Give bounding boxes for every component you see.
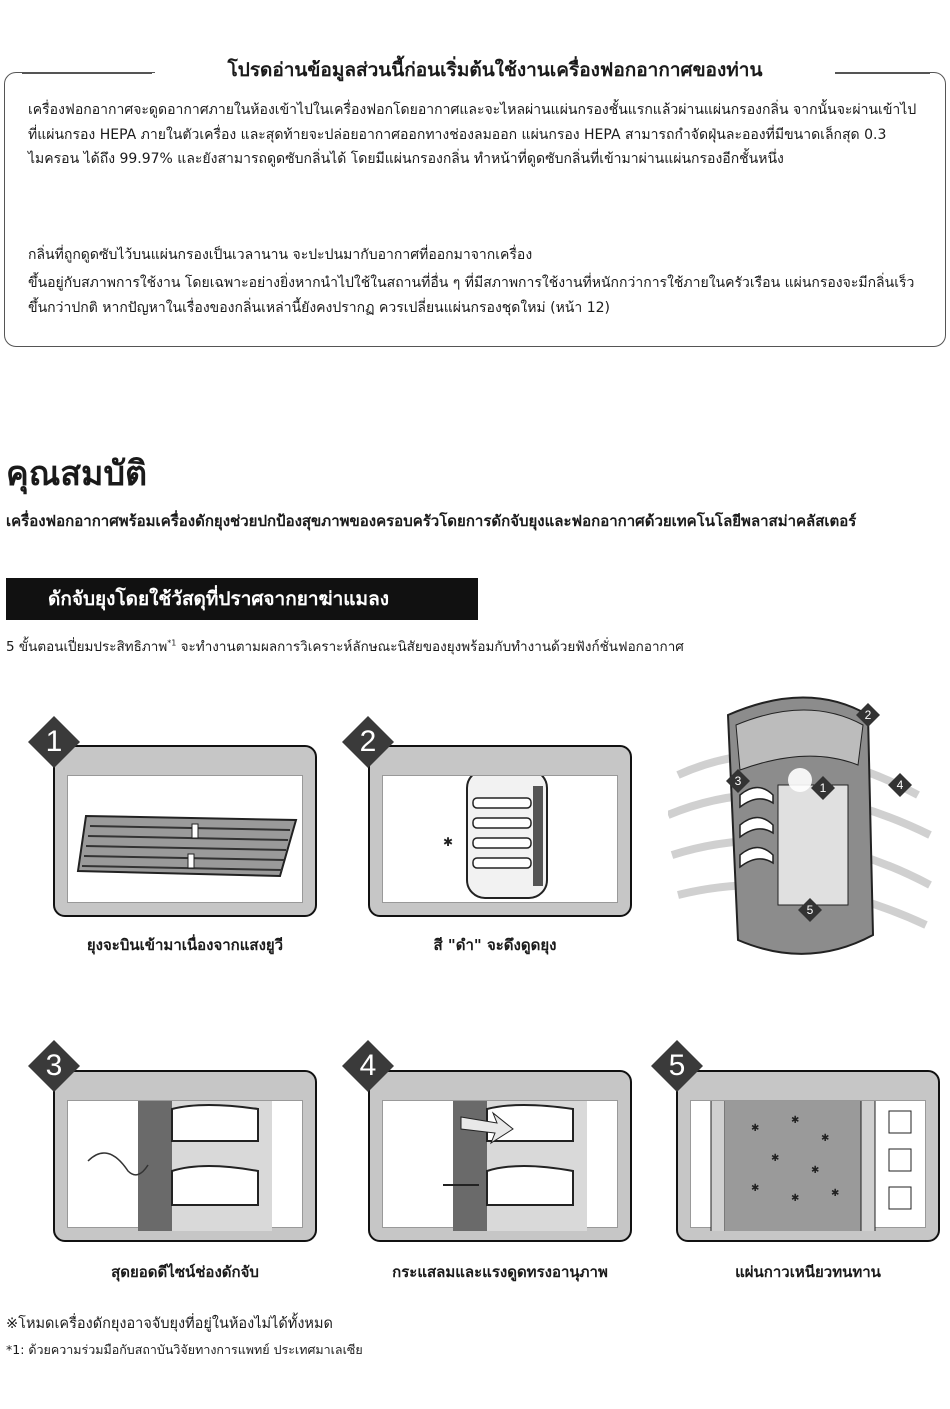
step-illustration-1 bbox=[67, 775, 303, 903]
step-number-5: 5 bbox=[668, 1049, 686, 1082]
intro-text: 5 ขั้นตอนเปี่ยมประสิทธิภาพ bbox=[6, 639, 168, 655]
intro-text-rest: จะทำงานตามผลการวิเคราะห์ลักษณะนิสัยของยุงพร้อมกับทำงานด้วยฟังก์ชั่นฟอกอากาศ bbox=[176, 639, 684, 655]
diagram-label-5: 5 bbox=[806, 903, 814, 917]
notice-paragraph-2: กลิ่นที่ถูกดูดซับไว้บนแผ่นกรองเป็นเวลานาน จะปะปนมากับอากาศที่ออกมาจากเครื่อง bbox=[28, 247, 533, 263]
step-caption-5: แผ่นกาวเหนียวทนทาน bbox=[735, 1263, 881, 1281]
uv-light-panel-illustration bbox=[68, 776, 306, 906]
svg-text:✱: ✱ bbox=[821, 1133, 830, 1144]
features-banner: ดักจับยุงโดยใช้วัสดุที่ปราศจากยาฆ่าแมลง bbox=[6, 578, 478, 620]
diagram-label-4: 4 bbox=[896, 778, 904, 792]
svg-text:✱: ✱ bbox=[791, 1193, 800, 1204]
step-number-2: 2 bbox=[359, 725, 377, 758]
step-card-3 bbox=[53, 1070, 317, 1242]
features-intro bbox=[6, 635, 684, 657]
diagram-label-1: 1 bbox=[819, 781, 827, 795]
sticky-sheet-illustration bbox=[691, 1101, 929, 1231]
svg-text:✱: ✱ bbox=[771, 1153, 780, 1164]
step-caption-2: สี "ดำ" จะดึงดูดยุง bbox=[433, 936, 557, 954]
notice-title: โปรดอ่านข้อมูลส่วนนี้ก่อนเริ่มต้นใช้งานเครื่องฟอกอากาศของท่าน bbox=[155, 55, 835, 85]
svg-text:✱: ✱ bbox=[443, 835, 454, 849]
step-illustration-3 bbox=[67, 1100, 303, 1228]
step-card-2 bbox=[368, 745, 632, 917]
step-number-3: 3 bbox=[45, 1049, 63, 1082]
purifier-front-illustration bbox=[383, 776, 621, 906]
step-card-5 bbox=[676, 1070, 940, 1242]
svg-text:✱: ✱ bbox=[831, 1188, 840, 1199]
purifier-diagram bbox=[668, 685, 938, 985]
features-description: เครื่องฟอกอากาศพร้อมเครื่องดักยุงช่วยปกป้องสุขภาพของครอบครัวโดยการดักจับยุงและฟอกอากาศด้วยเทคโนโลยีพลาสม่าคลัสเตอร์ bbox=[6, 512, 857, 530]
notice-paragraph-3: ขึ้นอยู่กับสภาพการใช้งาน โดยเฉพาะอย่างยิ่งหากนำไปใช้ในสถานที่อื่น ๆ ที่มีสภาพการใช้งานที่หนักกว่าการใช้ภายในครัวเรือน แผ่นกรองจะมีกลิ่นเร็วขึ้นกว่าปกติ หากปัญหาในเรื่องของกลิ่นเหล่านี้ยังคงปรากฏ ควรเปลี่ยนแผ่นกรองชุดใหม่ (หน้า 12) bbox=[28, 275, 915, 316]
notice-line-right bbox=[832, 72, 930, 74]
svg-text:✱: ✱ bbox=[751, 1123, 760, 1134]
step-illustration-5 bbox=[690, 1100, 926, 1228]
notice-paragraph-1: เครื่องฟอกอากาศจะดูดอากาศภายในห้องเข้าไปในเครื่องฟอกโดยอากาศและจะไหลผ่านแผ่นกรองชั้นแรกแล้วผ่านแผ่นกรองกลิ่น จากนั้นจะผ่านเข้าไปที่แผ่นกรอง HEPA ภายในตัวเครื่อง และสุดท้ายจะปล่อยอากาศออกทางช่องลมออก แผ่นกรอง HEPA สามารถกำจัดฝุ่นละอองที่มีขนาดเล็กสุด 0.3 ไมครอน ได้ถึง 99.97% และยังสามารถดูดซับกลิ่นได้ โดยมีแผ่นกรองกลิ่น ทำหน้าที่ดูดซับกลิ่นที่เข้ามาผ่านแผ่นกรองอีกชั้นหนึ่ง bbox=[28, 102, 917, 167]
svg-text:✱: ✱ bbox=[791, 1115, 800, 1126]
intro-footnote-mark: *1 bbox=[167, 638, 177, 648]
diagram-label-3: 3 bbox=[734, 774, 742, 788]
footnote-note-2: *1: ด้วยความร่วมมือกับสถาบันวิจัยทางการแพทย์ ประเทศมาเลเซีย bbox=[6, 1342, 363, 1357]
step-number-4: 4 bbox=[359, 1049, 377, 1082]
trap-slot-illustration bbox=[68, 1101, 306, 1231]
step-card-4 bbox=[368, 1070, 632, 1242]
diagram-label-2: 2 bbox=[864, 708, 872, 722]
step-illustration-4 bbox=[382, 1100, 618, 1228]
step-illustration-2 bbox=[382, 775, 618, 903]
step-caption-3: สุดยอดดีไซน์ช่องดักจับ bbox=[111, 1263, 259, 1281]
step-caption-1: ยุงจะบินเข้ามาเนื่องจากแสงยูวี bbox=[86, 936, 284, 954]
step-card-1 bbox=[53, 745, 317, 917]
notice-line-left bbox=[22, 72, 152, 74]
svg-text:✱: ✱ bbox=[811, 1165, 820, 1176]
features-title: คุณสมบัติ bbox=[6, 454, 148, 494]
airflow-suction-illustration bbox=[383, 1101, 621, 1231]
footnote-note-1: ※โหมดเครื่องดักยุงอาจจับยุงที่อยู่ในห้องไม่ได้ทั้งหมด bbox=[6, 1316, 333, 1332]
step-caption-4: กระแสลมและแรงดูดทรงอานุภาพ bbox=[392, 1263, 608, 1281]
step-number-1: 1 bbox=[45, 725, 63, 758]
svg-text:✱: ✱ bbox=[751, 1183, 760, 1194]
